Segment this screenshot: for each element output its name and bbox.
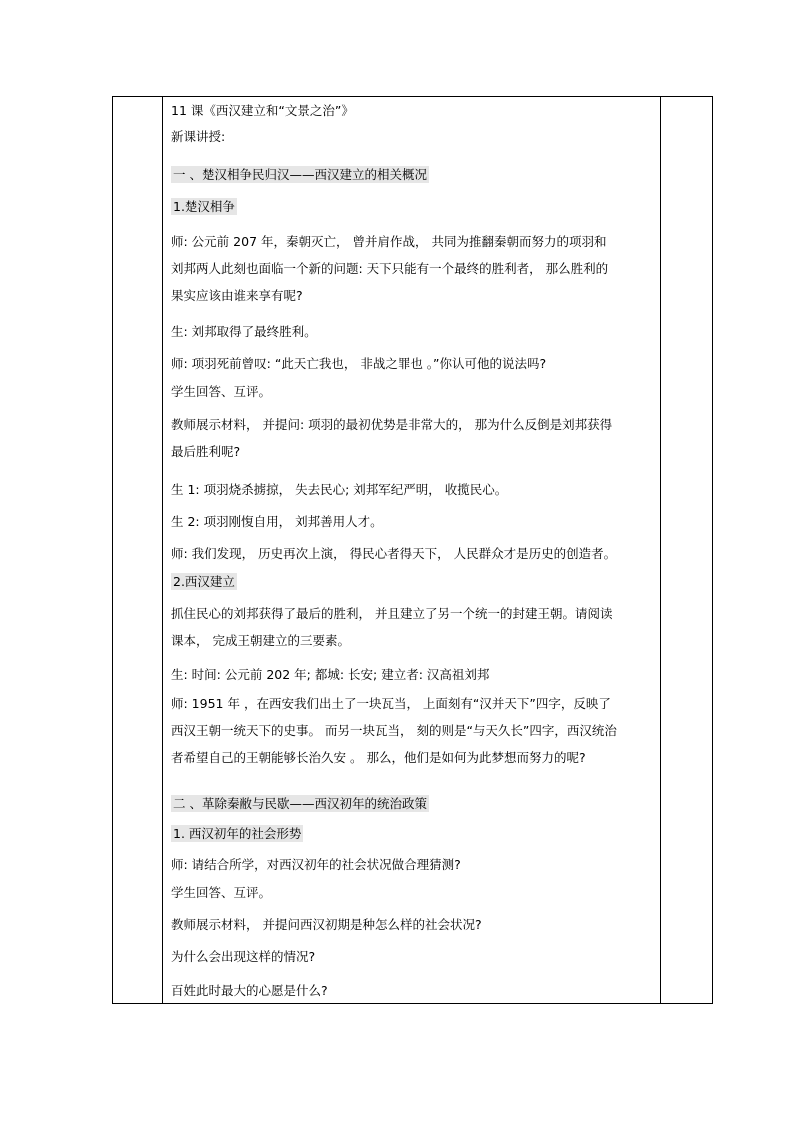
section1-subheading-1 — [171, 199, 237, 215]
paragraph-line: 学生回答、互评。 — [171, 885, 272, 900]
paragraph-line: 西汉王朝一统天下的史事。 而另一块瓦当， 刻的则是“与天久长”四字，西汉统治 — [171, 723, 617, 738]
section2-sub1-text: 1. 西汉初年的社会形势 — [173, 826, 302, 841]
paragraph-line: 教师展示材料， 并提问西汉初期是种怎么样的社会状况? — [171, 917, 482, 932]
paragraph-line: 师: 公元前 207 年，秦朝灭亡， 曾并肩作战， 共同为推翻秦朝而努力的项羽和 — [171, 234, 607, 249]
right-column-cell — [660, 97, 712, 1003]
section1-heading — [171, 167, 429, 183]
paragraph-line: 教师展示材料， 并提问: 项羽的最初优势是非常大的， 那为什么反倒是刘邦获得 — [171, 417, 613, 432]
section1-sub2-text: 2.西汉建立 — [173, 574, 235, 589]
paragraph-line: 课本， 完成王朝建立的三要素。 — [171, 633, 350, 648]
paragraph-line: 百姓此时最大的心愿是什么? — [171, 983, 328, 998]
paragraph-line: 生 2: 项羽刚愎自用， 刘邦善用人才。 — [171, 514, 383, 529]
section1-subheading-2 — [171, 574, 237, 590]
paragraph-line: 生: 刘邦取得了最终胜利。 — [171, 324, 317, 339]
paragraph-line: 果实应该由谁来享有呢? — [171, 288, 303, 303]
section1-heading-text: 一 、楚汉相争民归汉——西汉建立的相关概况 — [173, 167, 427, 182]
paragraph-line: 学生回答、互评。 — [171, 384, 272, 399]
section2-subheading-1 — [171, 826, 303, 842]
paragraph-line: 师: 我们发现， 历史再次上演， 得民心者得天下， 人民群众才是历史的创造者。 — [171, 546, 617, 561]
paragraph-line: 者希望自己的王朝能够长治久安 。 那么，他们是如何为此梦想而努力的呢? — [171, 750, 586, 765]
paragraph-line: 师: 1951 年 ，在西安我们出土了一块瓦当， 上面刻有“汉并天下”四字，反映了 — [171, 696, 611, 711]
paragraph-line: 抓住民心的刘邦获得了最后的胜利， 并且建立了另一个统一的封建王朝。请阅读 — [171, 606, 613, 621]
paragraph-line: 最后胜利呢? — [171, 444, 241, 459]
paragraph-line: 师: 项羽死前曾叹: “此天亡我也， 非战之罪也 。”你认可他的说法吗? — [171, 356, 547, 371]
lesson-table — [112, 96, 713, 1004]
paragraph-line: 为什么会出现这样的情况? — [171, 949, 316, 964]
paragraph-line: 生 1: 项羽烧杀掳掠， 失去民心; 刘邦军纪严明， 收揽民心。 — [171, 482, 508, 497]
paragraph-line: 刘邦两人此刻也面临一个新的问题: 天下只能有一个最终的胜利者， 那么胜利的 — [171, 261, 609, 276]
paragraph-line: 生: 时间: 公元前 202 年; 都城: 长安; 建立者: 汉高祖刘邦 — [171, 667, 490, 682]
section2-heading — [171, 796, 429, 812]
lesson-title: 11 课《西汉建立和“文景之治”》 — [171, 103, 354, 118]
left-column-cell — [113, 97, 163, 1003]
section1-sub1-text: 1.楚汉相争 — [173, 199, 235, 214]
section2-heading-text: 二 、革除秦敝与民歇——西汉初年的统治政策 — [173, 796, 427, 811]
paragraph-line: 师: 请结合所学，对西汉初年的社会状况做合理猜测? — [171, 857, 461, 872]
intro-label: 新课讲授: — [171, 129, 226, 144]
